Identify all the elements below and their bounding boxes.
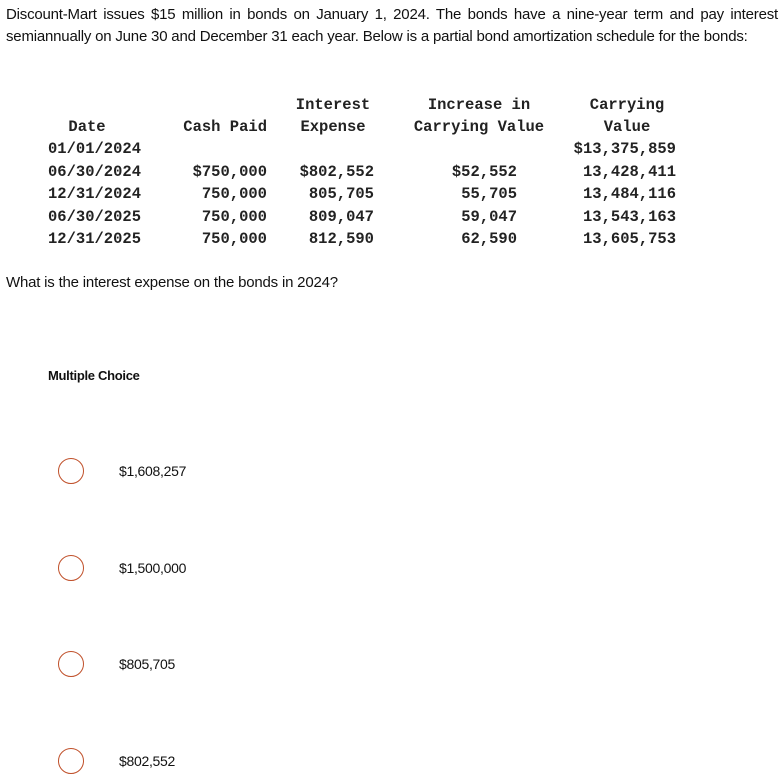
header-carrying-1: Carrying (589, 96, 665, 114)
option-label: $1,500,000 (119, 560, 187, 576)
cell-date: 01/01/2024 (48, 140, 142, 158)
radio-icon[interactable] (58, 458, 84, 484)
cell-interest: 809,047 (308, 207, 374, 226)
cell-date: 06/30/2025 (48, 207, 142, 226)
cell-carrying: $13,375,859 (573, 140, 676, 158)
option-1[interactable] (58, 455, 186, 487)
cell-cash: 750,000 (201, 185, 267, 204)
cell-increase: 62,590 (461, 230, 517, 249)
option-label: $802,552 (119, 753, 175, 769)
option-label: $1,608,257 (119, 463, 187, 479)
cell-interest: 805,705 (308, 185, 374, 204)
cell-cash: 750,000 (201, 230, 267, 249)
cell-increase: $52,552 (451, 162, 517, 181)
cell-carrying: 13,484,116 (582, 185, 676, 204)
cell-carrying: 13,428,411 (582, 162, 676, 181)
cell-date: 06/30/2024 (48, 162, 142, 181)
option-label: $805,705 (119, 656, 175, 672)
cell-increase: 59,047 (461, 207, 517, 226)
cell-carrying: 13,543,163 (582, 207, 676, 226)
cell-cash: $750,000 (192, 162, 267, 181)
multiple-choice-label: Multiple Choice (48, 368, 140, 383)
header-cash-paid: Cash Paid (183, 118, 267, 136)
cell-interest: $802,552 (299, 162, 374, 181)
header-increase-1: Increase in (427, 96, 531, 114)
option-4[interactable] (58, 745, 175, 777)
prompt: What is the interest expense on the bonds in 2024? (6, 274, 338, 291)
option-2[interactable] (58, 552, 186, 584)
header-date: Date (68, 118, 106, 136)
question-text: Discount-Mart issues $15 million in bonds on January 1, 2024. The bonds have a nine-year term and pay interest semiannually on June 30 and December 31 each year. Below is a partial bond amortization schedule for the bonds: (6, 6, 778, 45)
cell-interest: 812,590 (308, 230, 374, 249)
radio-icon[interactable] (58, 748, 84, 774)
option-3[interactable] (58, 648, 175, 680)
cell-date: 12/31/2025 (48, 230, 142, 249)
amortization-table (0, 0, 700, 260)
radio-icon[interactable] (58, 651, 84, 677)
cell-increase: 55,705 (461, 185, 517, 204)
header-interest-2: Expense (300, 118, 366, 136)
cell-carrying: 13,605,753 (582, 230, 676, 249)
cell-cash: 750,000 (201, 207, 267, 226)
header-carrying-2: Value (603, 118, 651, 136)
header-increase-2: Carrying Value (413, 118, 545, 136)
radio-icon[interactable] (58, 555, 84, 581)
header-interest-1: Interest (295, 96, 371, 114)
cell-date: 12/31/2024 (48, 185, 142, 204)
